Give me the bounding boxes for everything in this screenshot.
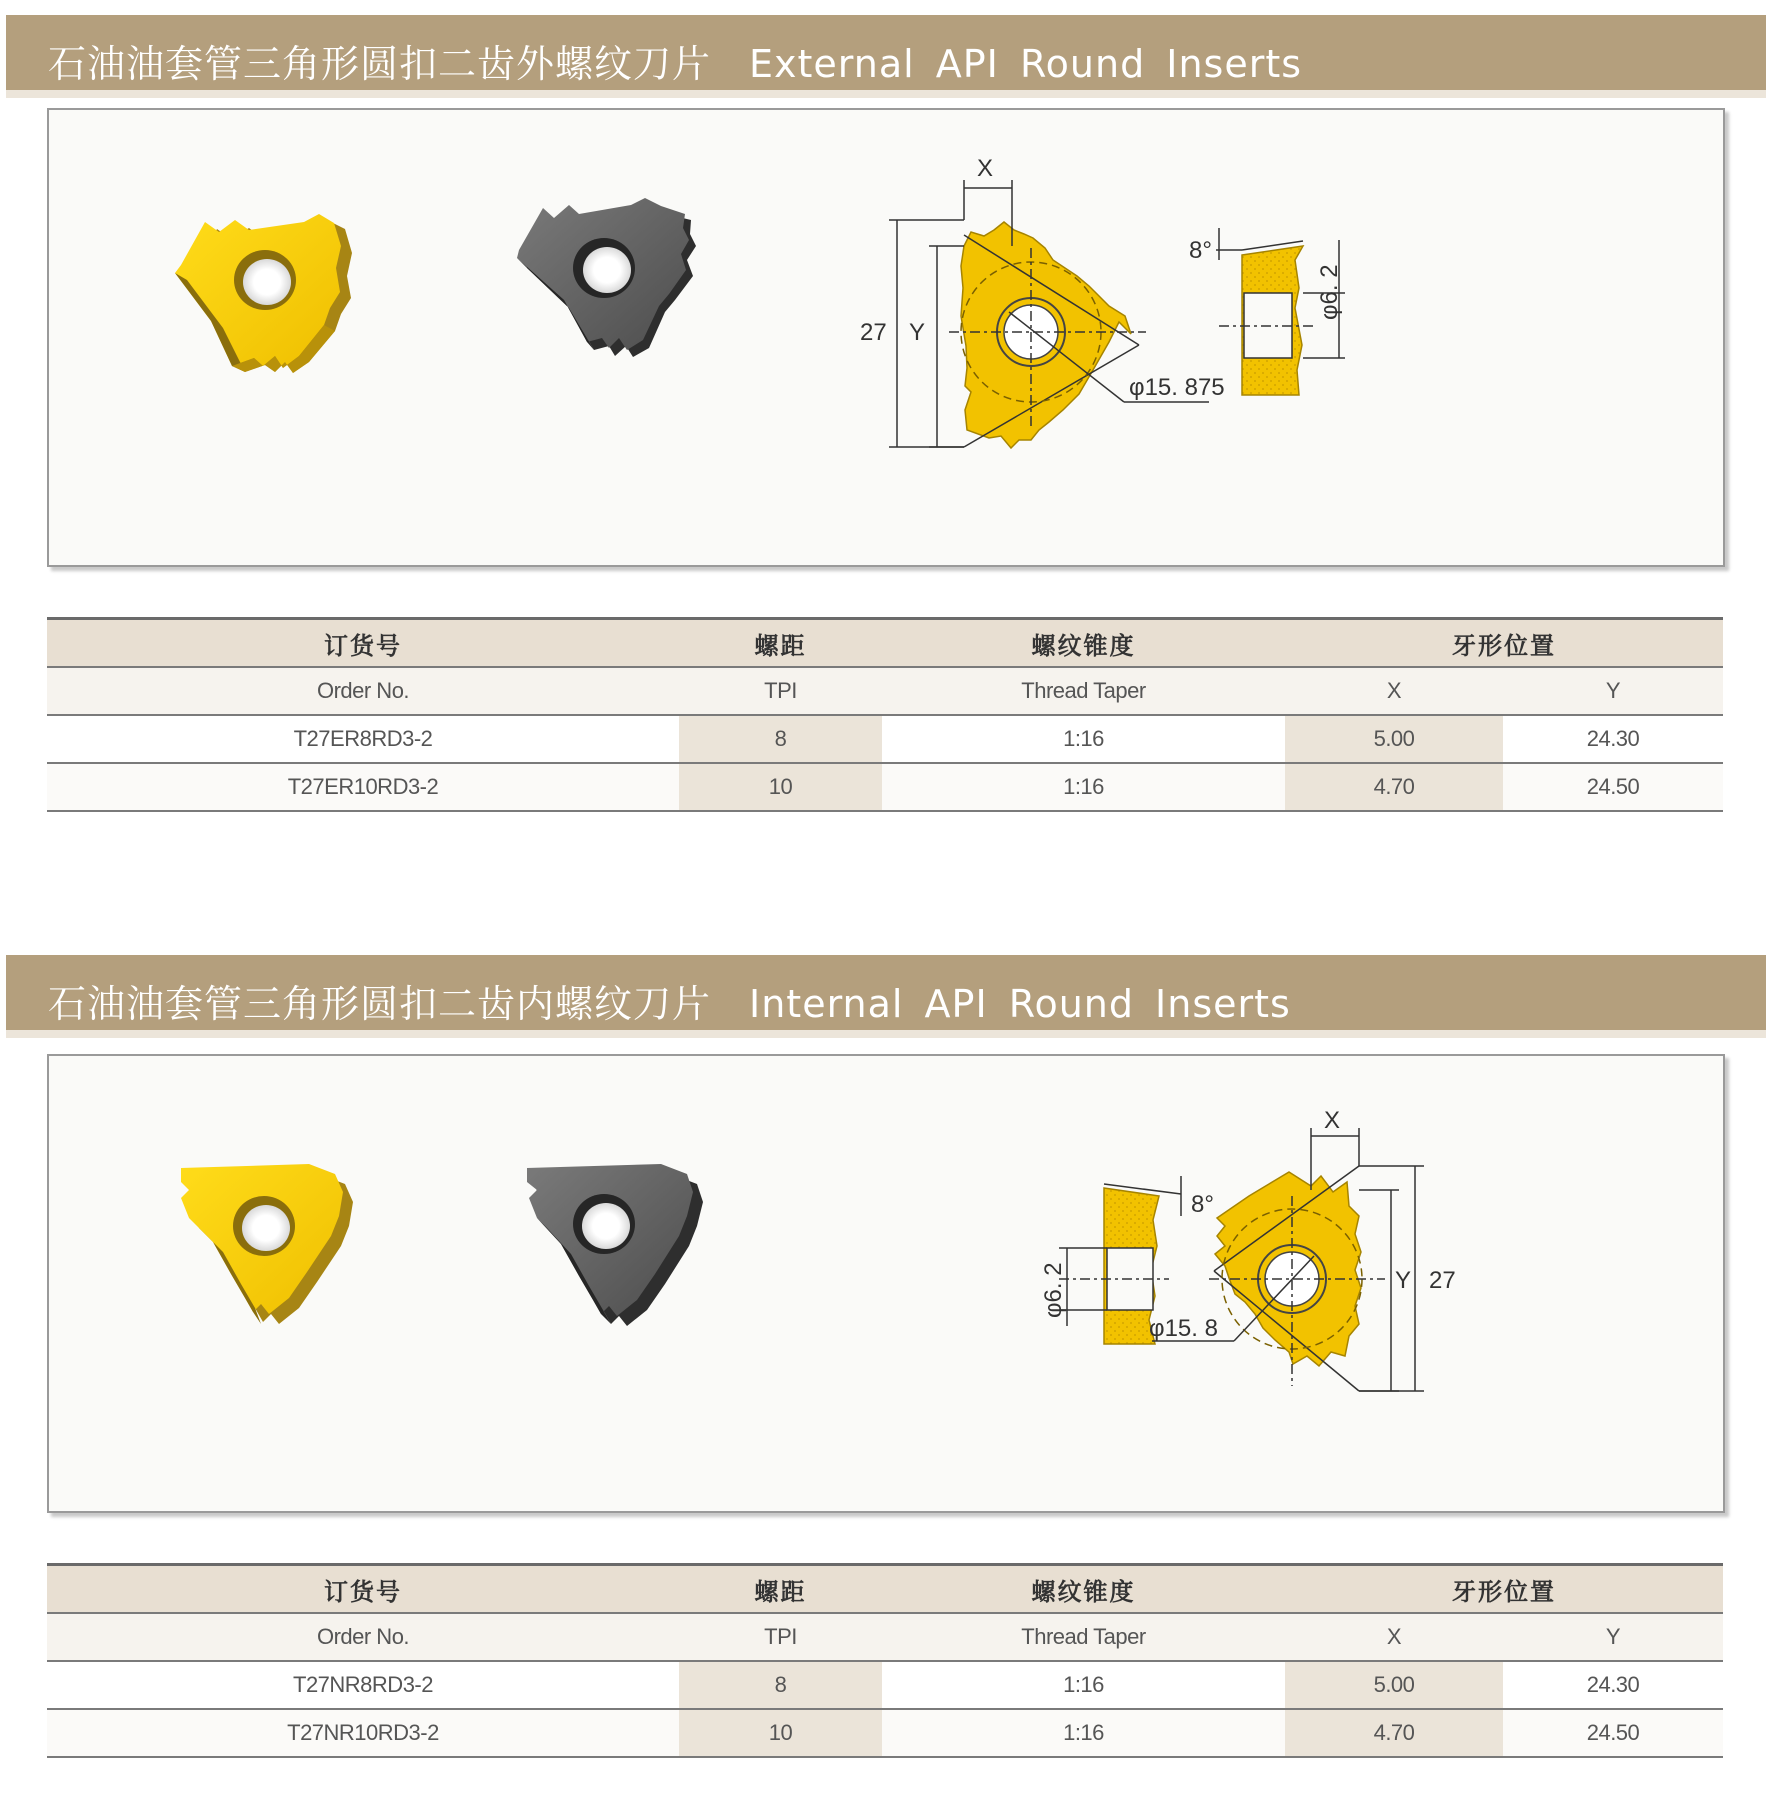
- table-row: [47, 763, 1723, 811]
- x-cell: 4.70: [1285, 1709, 1503, 1757]
- header-taper: Thread Taper: [882, 1613, 1285, 1661]
- table-row: [47, 1661, 1723, 1709]
- gray-insert-image: [527, 1164, 703, 1326]
- x-cell: 4.70: [1285, 763, 1503, 811]
- dim-thickness-label: φ6. 2: [1040, 1262, 1067, 1318]
- internal-spec-table: [47, 1563, 1723, 1758]
- product-image-panel: [47, 1054, 1725, 1513]
- product-image-panel: [47, 108, 1725, 567]
- section-title: [48, 973, 1291, 1028]
- header-taper-cn: 螺纹锥度: [882, 619, 1285, 668]
- table-header-cn: [47, 619, 1723, 668]
- table-header-en: [47, 667, 1723, 715]
- header-tpi: TPI: [679, 667, 882, 715]
- gold-insert-image: [175, 214, 352, 373]
- tpi-cell: 10: [679, 1709, 882, 1757]
- section-title-en: Internal API Round Inserts: [749, 982, 1291, 1026]
- table-row: [47, 1709, 1723, 1757]
- header-order-no-cn: 订货号: [47, 619, 679, 668]
- dim-x-label: X: [1324, 1107, 1341, 1134]
- header-tpi: TPI: [679, 1613, 882, 1661]
- header-position-cn: 牙形位置: [1285, 619, 1723, 668]
- header-taper-cn: 螺纹锥度: [882, 1565, 1285, 1614]
- header-tpi-cn: 螺距: [679, 619, 882, 668]
- header-tpi-cn: 螺距: [679, 1565, 882, 1614]
- table-row: [47, 715, 1723, 763]
- order-no-cell: T27ER10RD3-2: [47, 763, 679, 811]
- header-order-no: Order No.: [47, 667, 679, 715]
- table-header-cn: [47, 1565, 1723, 1614]
- order-no-cell: T27NR10RD3-2: [47, 1709, 679, 1757]
- dim-27-label: 27: [1429, 1267, 1456, 1294]
- dim-y-label: Y: [1395, 1267, 1412, 1294]
- table-header-en: [47, 1613, 1723, 1661]
- dim-x-label: X: [977, 155, 994, 182]
- section-title: [48, 33, 1302, 88]
- taper-cell: 1:16: [882, 1661, 1285, 1709]
- x-cell: 5.00: [1285, 715, 1503, 763]
- header-taper: Thread Taper: [882, 667, 1285, 715]
- y-cell: 24.50: [1503, 1709, 1723, 1757]
- header-order-no: Order No.: [47, 1613, 679, 1661]
- gold-insert-image: [181, 1164, 353, 1324]
- order-no-cell: T27NR8RD3-2: [47, 1661, 679, 1709]
- dim-y-label: Y: [909, 319, 926, 346]
- y-cell: 24.30: [1503, 715, 1723, 763]
- dim-27-label: 27: [860, 319, 887, 346]
- order-no-cell: T27ER8RD3-2: [47, 715, 679, 763]
- taper-cell: 1:16: [882, 1709, 1285, 1757]
- section-title-en: External API Round Inserts: [749, 42, 1303, 86]
- dim-diameter-label: φ15. 875: [1129, 374, 1225, 401]
- taper-cell: 1:16: [882, 715, 1285, 763]
- external-spec-table: [47, 617, 1723, 812]
- header-y: Y: [1503, 1613, 1723, 1661]
- header-y: Y: [1503, 667, 1723, 715]
- header-x: X: [1285, 1613, 1503, 1661]
- section-banner: [6, 15, 1766, 98]
- x-cell: 5.00: [1285, 1661, 1503, 1709]
- external-insert-drawing: [889, 180, 1209, 448]
- dim-diameter-label: φ15. 8: [1149, 1315, 1218, 1342]
- tpi-cell: 8: [679, 715, 882, 763]
- y-cell: 24.50: [1503, 763, 1723, 811]
- dim-thickness-label: φ6. 2: [1316, 264, 1343, 320]
- header-order-no-cn: 订货号: [47, 1565, 679, 1614]
- section-banner: [6, 955, 1766, 1038]
- header-x: X: [1285, 667, 1503, 715]
- y-cell: 24.30: [1503, 1661, 1723, 1709]
- tpi-cell: 8: [679, 1661, 882, 1709]
- taper-cell: 1:16: [882, 763, 1285, 811]
- internal-insert-drawing: [1152, 1128, 1424, 1391]
- gray-insert-image: [517, 198, 696, 357]
- tpi-cell: 10: [679, 763, 882, 811]
- section-title-cn: 石油油套管三角形圆扣二齿内螺纹刀片: [48, 982, 712, 1026]
- dim-angle-label: 8°: [1191, 1191, 1214, 1218]
- section-title-cn: 石油油套管三角形圆扣二齿外螺纹刀片: [48, 42, 712, 86]
- dim-angle-label: 8°: [1189, 237, 1212, 264]
- header-position-cn: 牙形位置: [1285, 1565, 1723, 1614]
